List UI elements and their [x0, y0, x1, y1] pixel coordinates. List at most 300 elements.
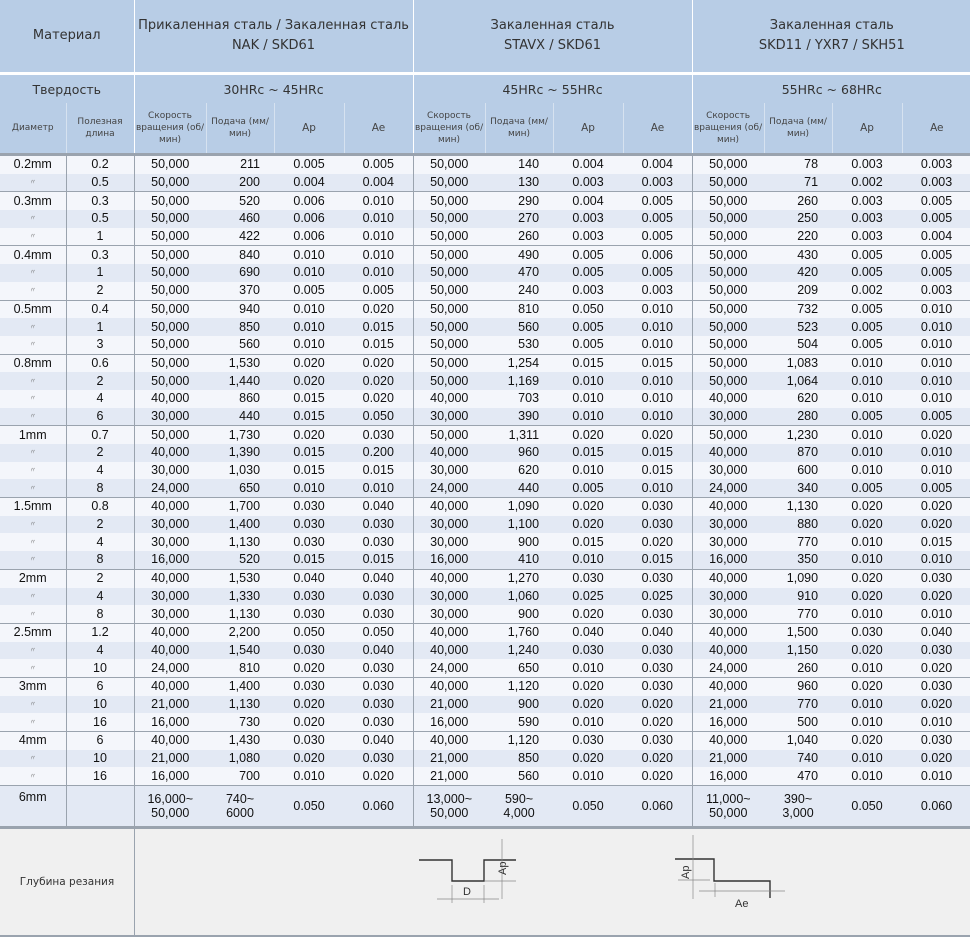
ap-cell: 0.020	[274, 354, 344, 372]
ap-cell: 0.030	[274, 533, 344, 551]
feed-cell: 1,730	[206, 426, 274, 444]
feed-cell: 620	[485, 462, 553, 480]
slot-ap-label: Ap	[497, 861, 509, 876]
diameter-cell: 0.4mm	[0, 246, 66, 264]
table-row	[0, 246, 970, 264]
speed-cell: 50,000	[692, 426, 764, 444]
feed-range-cell	[764, 786, 832, 828]
length-cell: 1.2	[66, 623, 134, 641]
ae-cell: 0.020	[344, 300, 413, 318]
table-row	[0, 192, 970, 210]
range-max: 50,000	[151, 806, 190, 821]
ap-cell: 0.010	[274, 246, 344, 264]
length-cell: 4	[66, 588, 134, 606]
ap-cell: 0.010	[832, 605, 902, 623]
speed-cell: 50,000	[413, 300, 485, 318]
diameter-cell: 2mm	[0, 569, 66, 587]
feed-cell: 200	[206, 174, 274, 192]
ae-cell: 0.060	[902, 786, 970, 828]
speed-cell: 40,000	[413, 390, 485, 408]
ditto-mark: 〃	[0, 533, 66, 551]
ae-cell: 0.025	[623, 588, 692, 606]
ae-cell: 0.005	[623, 210, 692, 228]
feed-cell: 1,270	[485, 569, 553, 587]
feed-cell: 1,400	[206, 516, 274, 534]
feed-cell: 1,130	[206, 533, 274, 551]
diameter-cell: 2.5mm	[0, 623, 66, 641]
ae-cell: 0.020	[623, 767, 692, 785]
ap-cell: 0.005	[274, 155, 344, 174]
ap-cell: 0.010	[832, 354, 902, 372]
feed-range-cell	[206, 786, 274, 828]
ae-cell: 0.030	[902, 677, 970, 695]
feed-header: Подача (мм/мин)	[206, 103, 274, 155]
ae-cell: 0.020	[902, 498, 970, 516]
material-label: Материал	[32, 28, 101, 43]
feed-cell: 420	[764, 264, 832, 282]
ae-cell: 0.005	[902, 408, 970, 426]
speed-cell: 50,000	[413, 174, 485, 192]
ap-cell: 0.010	[832, 551, 902, 569]
feed-cell: 1,700	[206, 498, 274, 516]
feed-cell: 2,200	[206, 623, 274, 641]
speed-cell: 50,000	[134, 426, 206, 444]
length-cell: 3	[66, 336, 134, 354]
feed-cell: 700	[206, 767, 274, 785]
speed-cell: 50,000	[692, 155, 764, 174]
ap-cell: 0.010	[832, 713, 902, 731]
ditto-mark: 〃	[0, 318, 66, 336]
feed-cell: 350	[764, 551, 832, 569]
speed-cell: 40,000	[692, 498, 764, 516]
ae-cell: 0.005	[902, 210, 970, 228]
ae-cell: 0.010	[344, 264, 413, 282]
speed-cell: 30,000	[692, 516, 764, 534]
speed-header: Скорость вращения (об/мин)	[413, 103, 485, 155]
material-group-1	[134, 0, 413, 72]
table-row	[0, 623, 970, 641]
ap-cell: 0.020	[553, 750, 623, 768]
feed-cell: 440	[485, 479, 553, 497]
speed-cell: 16,000	[413, 551, 485, 569]
speed-cell: 50,000	[134, 210, 206, 228]
feed-cell: 1,040	[764, 732, 832, 750]
range-min: 13,000~	[426, 792, 473, 807]
length-cell: 1	[66, 318, 134, 336]
feed-cell: 730	[206, 713, 274, 731]
ae-cell: 0.010	[902, 300, 970, 318]
speed-cell: 30,000	[134, 408, 206, 426]
ae-cell: 0.010	[902, 318, 970, 336]
table-row	[0, 282, 970, 300]
feed-cell: 1,130	[206, 605, 274, 623]
feed-cell: 770	[764, 605, 832, 623]
ae-cell: 0.020	[902, 659, 970, 677]
feed-cell: 280	[764, 408, 832, 426]
ae-cell: 0.030	[344, 677, 413, 695]
feed-cell: 560	[206, 336, 274, 354]
length-cell: 0.5	[66, 174, 134, 192]
speed-cell: 21,000	[134, 696, 206, 714]
ap-header: Ap	[274, 103, 344, 155]
ae-cell: 0.040	[344, 498, 413, 516]
speed-cell: 50,000	[413, 336, 485, 354]
ap-cell: 0.010	[832, 372, 902, 390]
table-row	[0, 588, 970, 606]
ae-cell: 0.005	[902, 192, 970, 210]
ae-cell: 0.005	[902, 479, 970, 497]
speed-cell: 24,000	[692, 479, 764, 497]
feed-cell: 850	[206, 318, 274, 336]
material-name: Закаленная сталь	[490, 18, 615, 33]
ap-cell: 0.003	[553, 174, 623, 192]
feed-cell: 260	[764, 192, 832, 210]
table-row	[0, 569, 970, 587]
feed-cell: 1,540	[206, 642, 274, 660]
speed-cell: 16,000	[134, 713, 206, 731]
side-ae-label: Ae	[735, 898, 749, 911]
length-cell: 0.5	[66, 210, 134, 228]
ap-cell: 0.005	[832, 408, 902, 426]
ap-cell: 0.020	[274, 372, 344, 390]
speed-cell: 50,000	[134, 246, 206, 264]
speed-cell: 50,000	[413, 192, 485, 210]
material-name: Закаленная сталь	[769, 18, 894, 33]
ae-cell: 0.020	[344, 354, 413, 372]
ap-cell: 0.004	[553, 155, 623, 174]
feed-cell: 1,530	[206, 569, 274, 587]
ap-cell: 0.020	[832, 516, 902, 534]
ditto-mark: 〃	[0, 642, 66, 660]
ap-cell: 0.020	[832, 498, 902, 516]
feed-cell: 900	[485, 605, 553, 623]
speed-cell: 50,000	[134, 318, 206, 336]
ae-cell: 0.020	[902, 750, 970, 768]
ae-cell: 0.010	[623, 479, 692, 497]
range-min: 590~	[504, 792, 534, 807]
feed-cell: 1,090	[485, 498, 553, 516]
feed-cell: 740	[764, 750, 832, 768]
feed-cell: 520	[206, 192, 274, 210]
ditto-mark: 〃	[0, 750, 66, 768]
speed-cell: 50,000	[692, 174, 764, 192]
ae-cell: 0.010	[344, 479, 413, 497]
ae-cell: 0.030	[623, 677, 692, 695]
material-group-2	[413, 0, 692, 72]
ditto-mark: 〃	[0, 462, 66, 480]
speed-cell: 50,000	[413, 155, 485, 174]
feed-cell: 211	[206, 155, 274, 174]
feed-cell: 1,083	[764, 354, 832, 372]
ap-cell: 0.010	[832, 533, 902, 551]
ae-cell: 0.020	[902, 588, 970, 606]
length-cell: 6	[66, 732, 134, 750]
ap-cell: 0.005	[553, 246, 623, 264]
ap-cell: 0.003	[553, 282, 623, 300]
ae-cell: 0.004	[902, 228, 970, 246]
range-max: 50,000	[430, 806, 469, 821]
ae-cell: 0.010	[623, 300, 692, 318]
feed-cell: 620	[764, 390, 832, 408]
ae-cell: 0.006	[623, 246, 692, 264]
ae-cell: 0.020	[623, 533, 692, 551]
speed-cell: 40,000	[692, 677, 764, 695]
feed-cell: 770	[764, 533, 832, 551]
ap-cell: 0.020	[553, 426, 623, 444]
length-cell: 4	[66, 533, 134, 551]
feed-cell: 460	[206, 210, 274, 228]
ae-cell: 0.015	[623, 551, 692, 569]
speed-cell: 40,000	[692, 642, 764, 660]
speed-cell: 40,000	[134, 498, 206, 516]
feed-cell: 850	[485, 750, 553, 768]
speed-cell: 21,000	[134, 750, 206, 768]
ae-cell: 0.010	[902, 444, 970, 462]
speed-cell: 24,000	[413, 479, 485, 497]
feed-cell: 1,440	[206, 372, 274, 390]
ae-cell: 0.005	[344, 282, 413, 300]
ap-cell: 0.020	[832, 569, 902, 587]
feed-cell: 880	[764, 516, 832, 534]
ae-cell: 0.020	[623, 750, 692, 768]
table-row	[0, 462, 970, 480]
length-cell: 2	[66, 444, 134, 462]
ap-cell: 0.030	[274, 677, 344, 695]
speed-cell: 40,000	[134, 732, 206, 750]
speed-cell: 50,000	[413, 282, 485, 300]
speed-cell: 16,000	[413, 713, 485, 731]
feed-cell: 340	[764, 479, 832, 497]
feed-cell: 690	[206, 264, 274, 282]
feed-cell: 260	[764, 659, 832, 677]
feed-cell: 430	[764, 246, 832, 264]
length-cell: 16	[66, 713, 134, 731]
ap-cell: 0.020	[832, 732, 902, 750]
ap-cell: 0.020	[553, 516, 623, 534]
speed-cell: 30,000	[692, 408, 764, 426]
table-row	[0, 210, 970, 228]
ae-cell: 0.030	[902, 569, 970, 587]
feed-cell: 410	[485, 551, 553, 569]
range-max: 50,000	[709, 806, 748, 821]
feed-range-cell	[485, 786, 553, 828]
ae-cell: 0.020	[623, 696, 692, 714]
ae-cell: 0.030	[344, 426, 413, 444]
ap-cell: 0.015	[274, 390, 344, 408]
ditto-mark: 〃	[0, 444, 66, 462]
ap-cell: 0.005	[832, 300, 902, 318]
feed-cell: 703	[485, 390, 553, 408]
material-grades: STAVX / SKD61	[504, 38, 602, 53]
ae-cell: 0.004	[344, 174, 413, 192]
feed-cell: 530	[485, 336, 553, 354]
speed-cell: 50,000	[413, 264, 485, 282]
speed-cell: 30,000	[134, 533, 206, 551]
ap-cell: 0.005	[553, 479, 623, 497]
speed-header: Скорость вращения (об/мин)	[134, 103, 206, 155]
diameter-cell: 0.2mm	[0, 155, 66, 174]
length-cell: 4	[66, 390, 134, 408]
ae-cell: 0.015	[344, 462, 413, 480]
ditto-mark: 〃	[0, 696, 66, 714]
ap-cell: 0.010	[832, 444, 902, 462]
feed-cell: 1,120	[485, 732, 553, 750]
range-min: 11,000~	[705, 792, 751, 807]
feed-cell: 1,080	[206, 750, 274, 768]
speed-cell: 50,000	[134, 192, 206, 210]
length-cell: 2	[66, 282, 134, 300]
length-cell: 0.2	[66, 155, 134, 174]
ap-cell: 0.020	[832, 588, 902, 606]
speed-cell: 50,000	[134, 300, 206, 318]
feed-cell: 650	[206, 479, 274, 497]
length-cell: 10	[66, 659, 134, 677]
ditto-mark: 〃	[0, 228, 66, 246]
ae-cell: 0.015	[623, 444, 692, 462]
table-row	[0, 696, 970, 714]
ae-cell: 0.020	[344, 372, 413, 390]
table-row	[0, 498, 970, 516]
speed-cell: 40,000	[692, 390, 764, 408]
speed-cell: 50,000	[413, 426, 485, 444]
speed-cell: 30,000	[692, 462, 764, 480]
speed-cell: 21,000	[413, 696, 485, 714]
ae-cell: 0.015	[902, 533, 970, 551]
ap-cell: 0.010	[553, 767, 623, 785]
feed-cell: 1,530	[206, 354, 274, 372]
ditto-mark: 〃	[0, 551, 66, 569]
feed-cell: 1,254	[485, 354, 553, 372]
table-row	[0, 318, 970, 336]
speed-cell: 24,000	[413, 659, 485, 677]
ae-cell: 0.010	[344, 228, 413, 246]
speed-cell: 40,000	[413, 677, 485, 695]
speed-cell: 16,000	[134, 551, 206, 569]
feed-cell: 130	[485, 174, 553, 192]
speed-cell: 30,000	[413, 516, 485, 534]
ae-cell: 0.020	[902, 426, 970, 444]
ap-cell: 0.010	[274, 336, 344, 354]
ae-cell: 0.003	[623, 282, 692, 300]
side-dimension-lines	[678, 835, 785, 899]
ae-cell: 0.050	[344, 408, 413, 426]
feed-cell: 1,090	[764, 569, 832, 587]
speed-cell: 50,000	[413, 246, 485, 264]
speed-cell: 30,000	[134, 588, 206, 606]
feed-cell: 590	[485, 713, 553, 731]
ae-cell: 0.015	[344, 318, 413, 336]
slot-cut-diagram	[419, 839, 529, 919]
ditto-mark: 〃	[0, 767, 66, 785]
ae-cell: 0.010	[344, 192, 413, 210]
feed-cell: 770	[764, 696, 832, 714]
feed-cell: 1,500	[764, 623, 832, 641]
feed-header: Подача (мм/мин)	[485, 103, 553, 155]
ae-cell: 0.060	[623, 786, 692, 828]
table-row	[0, 677, 970, 695]
ap-cell: 0.005	[832, 264, 902, 282]
ae-cell: 0.030	[344, 696, 413, 714]
speed-cell: 40,000	[692, 444, 764, 462]
material-header	[0, 0, 134, 72]
table-row	[0, 372, 970, 390]
ditto-mark: 〃	[0, 264, 66, 282]
hardness-label: Твердость	[32, 81, 101, 97]
feed-cell: 1,240	[485, 642, 553, 660]
ap-cell: 0.020	[553, 696, 623, 714]
speed-cell: 40,000	[134, 444, 206, 462]
slot-d-label: D	[463, 886, 471, 899]
ae-cell: 0.010	[344, 210, 413, 228]
feed-cell: 470	[485, 264, 553, 282]
side-ap-label: Ap	[680, 865, 692, 880]
feed-cell: 490	[485, 246, 553, 264]
ae-cell: 0.010	[902, 372, 970, 390]
feed-cell: 140	[485, 155, 553, 174]
feed-cell: 870	[764, 444, 832, 462]
diameter-cell: 3mm	[0, 677, 66, 695]
feed-cell: 1,100	[485, 516, 553, 534]
ap-cell: 0.020	[274, 426, 344, 444]
speed-cell: 50,000	[134, 282, 206, 300]
feed-cell: 560	[485, 318, 553, 336]
ap-cell: 0.006	[274, 228, 344, 246]
speed-cell: 50,000	[692, 228, 764, 246]
ap-cell: 0.015	[553, 354, 623, 372]
ap-cell: 0.050	[553, 786, 623, 828]
feed-cell: 900	[485, 696, 553, 714]
feed-cell: 810	[485, 300, 553, 318]
hardness-group-2: 45HRc ~ 55HRc	[413, 75, 692, 103]
cutting-depth-diagrams	[135, 829, 970, 935]
ap-cell: 0.040	[274, 569, 344, 587]
range-min: 390~	[783, 792, 813, 807]
ap-cell: 0.040	[553, 623, 623, 641]
feed-cell: 250	[764, 210, 832, 228]
feed-cell: 440	[206, 408, 274, 426]
feed-cell: 1,169	[485, 372, 553, 390]
ditto-mark: 〃	[0, 174, 66, 192]
ae-cell: 0.040	[344, 642, 413, 660]
ap-cell: 0.010	[274, 264, 344, 282]
feed-cell: 523	[764, 318, 832, 336]
length-cell: 0.8	[66, 498, 134, 516]
speed-cell: 40,000	[413, 642, 485, 660]
ap-cell: 0.010	[553, 462, 623, 480]
ap-cell: 0.005	[553, 264, 623, 282]
diameter-cell: 6mm	[0, 786, 66, 828]
speed-cell: 30,000	[413, 588, 485, 606]
ap-cell: 0.010	[832, 390, 902, 408]
length-cell: 2	[66, 516, 134, 534]
ap-cell: 0.010	[832, 659, 902, 677]
feed-cell: 1,120	[485, 677, 553, 695]
length-cell: 0.3	[66, 192, 134, 210]
ditto-mark: 〃	[0, 659, 66, 677]
ae-cell: 0.020	[344, 767, 413, 785]
table-row	[0, 174, 970, 192]
ae-cell: 0.030	[344, 750, 413, 768]
table-row	[0, 533, 970, 551]
length-cell: 8	[66, 605, 134, 623]
feed-cell: 370	[206, 282, 274, 300]
speed-cell: 40,000	[134, 642, 206, 660]
ap-cell: 0.020	[274, 659, 344, 677]
speed-cell: 50,000	[692, 210, 764, 228]
length-cell: 16	[66, 767, 134, 785]
table-row	[0, 479, 970, 497]
ae-cell: 0.040	[344, 569, 413, 587]
